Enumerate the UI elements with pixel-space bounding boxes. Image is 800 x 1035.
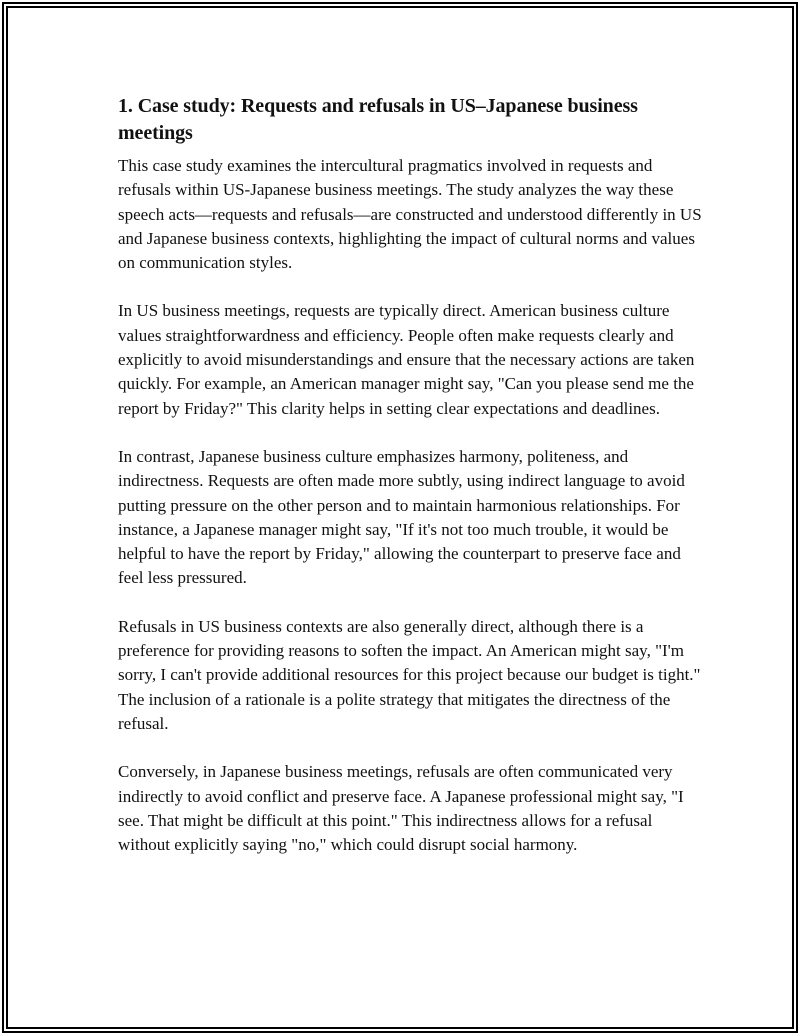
section-title: 1. Case study: Requests and refusals in US–Japanese business meetings [118, 95, 638, 144]
paragraph-japanese-requests: In contrast, Japanese business culture emphasizes harmony, politeness, and indirectness. Requests are often made more subtly, using indirect language to avoid putting pressure on the other person and to maintain harmonious relationships. For instance, a Japanese manager might say, "If it's not too much trouble, it would be helpful to have the report by Friday," allowing the counterpart to preserve face and feel less pressured. [118, 446, 685, 588]
paragraph-us-requests: In US business meetings, requests are typically direct. American business culture values straightforwardness and efficiency. People often make requests clearly and explicitly to avoid misunderstandings and ensure that the necessary actions are taken quickly. For example, an American manager might say, "Can you please send me the report by Friday?" This clarity helps in setting clear expectations and deadlines. [118, 301, 695, 418]
paragraph-japanese-refusals: Conversely, in Japanese business meetings, refusals are often communicated very indirectly to avoid conflict and preserve face. A Japanese professional might say, "I see. That might be difficult at this point." This indirectness allows for a refusal without explicitly saying "no," which could disrupt social harmony. [118, 762, 684, 855]
paragraph-intro: This case study examines the intercultural pragmatics involved in requests and refusals within US-Japanese business meetings. The study analyzes the way these speech acts—requests and refusals—are constructed and understood differently in US and Japanese business contexts, highlighting the impact of cultural norms and values on communication styles. [118, 156, 702, 273]
document-body [118, 93, 703, 881]
paragraph-us-refusals: Refusals in US business contexts are also generally direct, although there is a preference for providing reasons to soften the impact. An American might say, "I'm sorry, I can't provide additional resources for this project because our budget is tight." The inclusion of a rationale is a polite strategy that mitigates the directness of the refusal. [118, 616, 701, 733]
